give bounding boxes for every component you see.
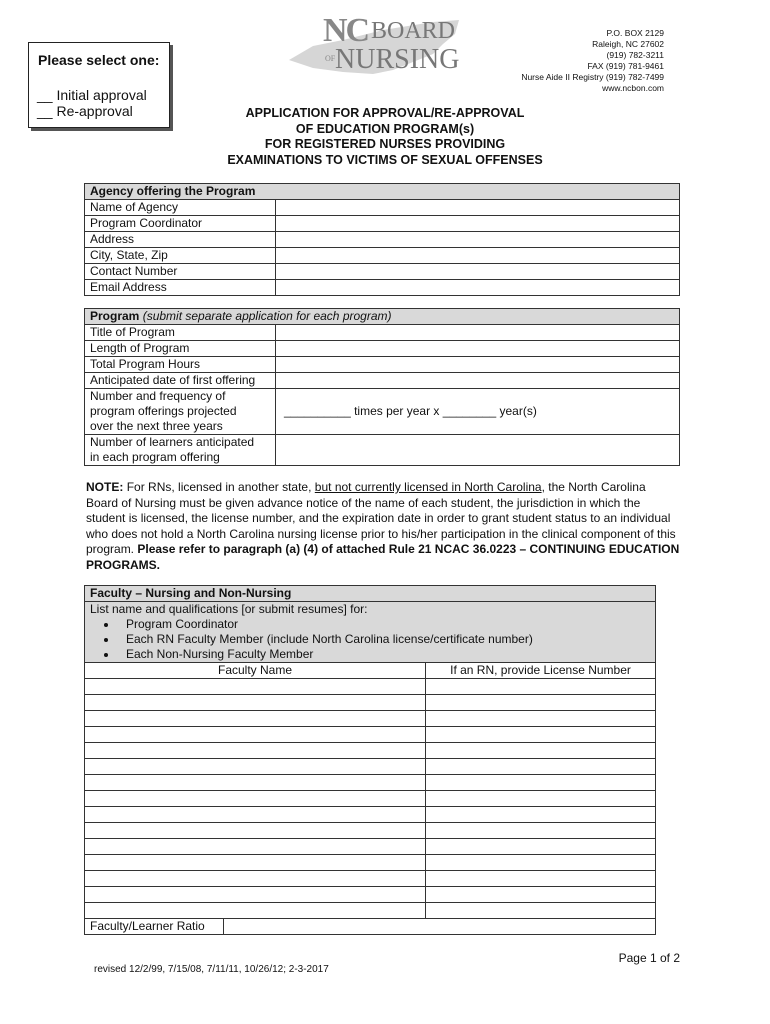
note-text-2: , the North Carolina Board of Nursing must be given advance notice of the name of each student, the jurisdiction in which the student is licensed, the license number, and the expiration date in order to grant student status to an individual who does not hold a North Carolina nursing license prior to his/her participation in the clinical component of this program.: [86, 480, 676, 556]
faculty-name-cell[interactable]: [85, 807, 426, 823]
initial-approval-option[interactable]: __ Initial approval: [37, 87, 147, 103]
faculty-instructions: [85, 602, 656, 663]
license-number-cell[interactable]: [426, 823, 656, 839]
faculty-name-cell[interactable]: [85, 839, 426, 855]
revision-dates: revised 12/2/99, 7/15/08, 7/11/11, 10/26/12; 2-3-2017: [94, 964, 329, 975]
length-of-program-label: Length of Program: [85, 341, 276, 357]
heading-line-3: FOR REGISTERED NURSES PROVIDING: [264, 137, 506, 151]
license-number-cell[interactable]: [426, 903, 656, 919]
license-number-cell[interactable]: [426, 839, 656, 855]
license-number-cell[interactable]: [426, 679, 656, 695]
faculty-name-cell[interactable]: [85, 695, 426, 711]
heading-line-1: APPLICATION FOR APPROVAL/RE-APPROVAL: [245, 106, 525, 120]
license-number-column-header: If an RN, provide License Number: [426, 663, 656, 679]
license-number-cell[interactable]: [426, 807, 656, 823]
faculty-bullet-list: [90, 617, 650, 662]
total-program-hours-field[interactable]: [276, 357, 680, 373]
agency-name-field[interactable]: [276, 200, 680, 216]
note-label: NOTE:: [86, 480, 124, 494]
contact-number-label: Contact Number: [85, 264, 276, 280]
contact-number-field[interactable]: [276, 264, 680, 280]
city-state-zip-label: City, State, Zip: [85, 248, 276, 264]
email-address-label: Email Address: [85, 280, 276, 296]
faculty-name-cell[interactable]: [85, 823, 426, 839]
email-address-field[interactable]: [276, 280, 680, 296]
faculty-name-cell[interactable]: [85, 903, 426, 919]
address-phone: (919) 782-3211: [606, 50, 664, 60]
address-label: Address: [85, 232, 276, 248]
learners-anticipated-field[interactable]: [276, 435, 680, 466]
license-number-cell[interactable]: [426, 743, 656, 759]
approval-type-box: [28, 42, 170, 128]
page-number: Page 1 of 2: [618, 951, 680, 965]
offering-frequency-label: [85, 389, 276, 435]
faculty-name-cell[interactable]: [85, 855, 426, 871]
program-coordinator-label: Program Coordinator: [85, 216, 276, 232]
program-header: [85, 309, 680, 325]
select-title: Please select one:: [38, 52, 160, 68]
faculty-name-cell[interactable]: [85, 727, 426, 743]
learners-anticipated-label-line-1: Number of learners anticipated: [90, 435, 255, 449]
program-header-note: (submit separate application for each program): [142, 309, 392, 323]
program-table: [84, 308, 680, 466]
offering-frequency-field[interactable]: __________ times per year x ________ year(s): [276, 389, 680, 435]
faculty-table: [84, 585, 656, 935]
faculty-name-cell[interactable]: [85, 887, 426, 903]
total-program-hours-label: Total Program Hours: [85, 357, 276, 373]
address-fax: FAX (919) 781-9461: [587, 61, 664, 71]
license-number-cell[interactable]: [426, 855, 656, 871]
board-address: [521, 28, 664, 94]
license-number-cell[interactable]: [426, 887, 656, 903]
faculty-learner-ratio-label: Faculty/Learner Ratio: [85, 919, 224, 934]
faculty-name-cell[interactable]: [85, 711, 426, 727]
address-po-box: P.O. BOX 2129: [606, 28, 664, 38]
heading-line-4: EXAMINATIONS TO VICTIMS OF SEXUAL OFFENSES: [227, 152, 543, 167]
license-number-cell[interactable]: [426, 727, 656, 743]
faculty-name-cell[interactable]: [85, 775, 426, 791]
ncbon-logo: [283, 12, 463, 76]
faculty-intro: List name and qualifications [or submit resumes] for:: [90, 602, 368, 616]
learners-anticipated-label-line-2: in each program offering: [90, 450, 220, 464]
faculty-bullet-non-nursing: • Each Non-Nursing Faculty Member: [118, 647, 650, 662]
license-number-cell[interactable]: [426, 759, 656, 775]
offering-frequency-label-line-2: program offerings projected: [90, 404, 237, 418]
note-paragraph: [86, 480, 680, 573]
note-underlined-text: but not currently licensed in North Carolina: [314, 480, 542, 494]
offering-frequency-label-line-1: Number and frequency of: [90, 389, 226, 403]
note-text-1: For RNs, licensed in another state,: [126, 480, 312, 494]
address-field[interactable]: [276, 232, 680, 248]
logo-of: OF: [325, 54, 336, 63]
faculty-ratio-row: [85, 919, 656, 935]
faculty-name-column-header: Faculty Name: [85, 663, 426, 679]
agency-table: [84, 183, 680, 296]
length-of-program-field[interactable]: [276, 341, 680, 357]
offering-frequency-label-line-3: over the next three years: [90, 419, 223, 433]
heading-line-2: OF EDUCATION PROGRAM(s): [295, 121, 475, 136]
address-city: Raleigh, NC 27602: [592, 39, 664, 49]
logo-board: BOARD: [371, 18, 456, 44]
faculty-header: Faculty – Nursing and Non-Nursing: [85, 586, 656, 602]
faculty-name-cell[interactable]: [85, 791, 426, 807]
first-offering-date-field[interactable]: [276, 373, 680, 389]
logo-nursing: NURSING: [335, 44, 460, 75]
address-registry: Nurse Aide II Registry (919) 782-7499: [521, 72, 664, 82]
city-state-zip-field[interactable]: [276, 248, 680, 264]
license-number-cell[interactable]: [426, 871, 656, 887]
faculty-name-cell[interactable]: [85, 759, 426, 775]
first-offering-date-label: Anticipated date of first offering: [85, 373, 276, 389]
reapproval-option[interactable]: __ Re-approval: [37, 103, 133, 119]
program-coordinator-field[interactable]: [276, 216, 680, 232]
faculty-name-cell[interactable]: [85, 743, 426, 759]
faculty-bullet-rn: • Each RN Faculty Member (include North Carolina license/certificate number): [118, 632, 650, 647]
faculty-bullet-coordinator: • Program Coordinator: [118, 617, 650, 632]
agency-header: Agency offering the Program: [85, 184, 680, 200]
address-website: www.ncbon.com: [602, 83, 664, 93]
license-number-cell[interactable]: [426, 791, 656, 807]
logo-nc: NC: [323, 12, 369, 49]
faculty-learner-ratio-field[interactable]: [224, 919, 524, 934]
form-heading: [150, 106, 620, 168]
note-rule-reference: Please refer to paragraph (a) (4) of attached Rule 21 NCAC 36.0223 – CONTINUING EDUCATION PROGRAMS.: [86, 542, 680, 572]
title-of-program-field[interactable]: [276, 325, 680, 341]
license-number-cell[interactable]: [426, 775, 656, 791]
agency-name-label: Name of Agency: [85, 200, 276, 216]
title-of-program-label: Title of Program: [85, 325, 276, 341]
learners-anticipated-label: [85, 435, 276, 466]
faculty-name-cell[interactable]: [85, 679, 426, 695]
license-number-cell[interactable]: [426, 711, 656, 727]
license-number-cell[interactable]: [426, 695, 656, 711]
program-header-title: Program: [90, 309, 140, 323]
faculty-name-cell[interactable]: [85, 871, 426, 887]
